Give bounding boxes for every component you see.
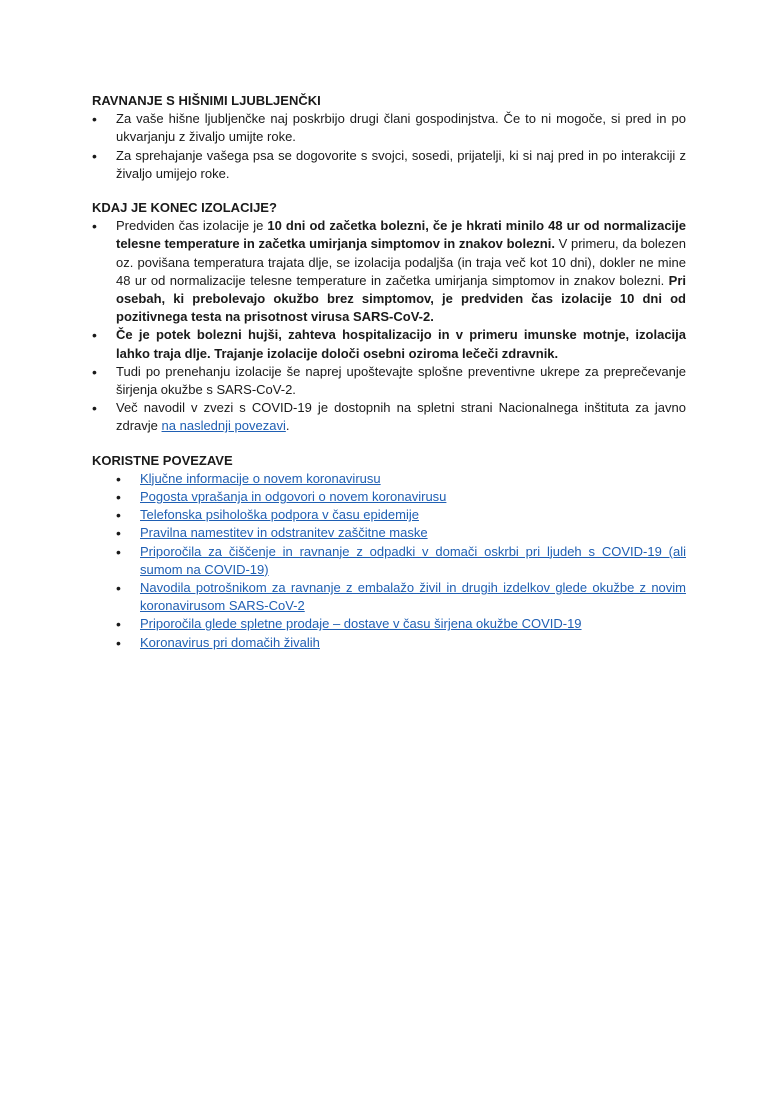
link-mask-usage[interactable]: Pravilna namestitev in odstranitev zaščitne maske bbox=[140, 525, 428, 541]
isolation-section bbox=[92, 199, 686, 436]
links-section bbox=[92, 452, 686, 652]
links-list bbox=[92, 470, 686, 652]
list-item bbox=[92, 524, 686, 542]
link-key-information[interactable]: Ključne informacije o novem koronavirusu bbox=[140, 470, 381, 486]
list-item: • Tudi po prenehanju izolacije še naprej upoštevajte splošne preventivne ukrepe za preprečevanje širjenja okužbe s SARS-CoV-2. bbox=[92, 363, 686, 399]
link-pets-coronavirus[interactable]: Koronavirus pri domačih živalih bbox=[140, 634, 320, 650]
isolation-bold-text: Če je potek bolezni hujši, zahteva hospitalizacijo in v primeru imunske motnje, izolacija lahko traja dlje. Trajanje izolacije določi osebni oziroma lečeči zdravnik. bbox=[116, 327, 686, 361]
list-item bbox=[92, 543, 686, 579]
links-heading: KORISTNE POVEZAVE bbox=[92, 452, 233, 468]
link-psychological-support[interactable]: Telefonska psihološka podpora v času epidemije bbox=[140, 507, 419, 523]
page-content bbox=[92, 92, 686, 668]
list-item bbox=[92, 615, 686, 633]
list-item bbox=[92, 488, 686, 506]
isolation-text: Več navodil v zvezi s COVID-19 je dostopnih na spletni strani Nacionalnega inštituta za javno zdravje bbox=[116, 400, 686, 434]
list-item bbox=[92, 217, 686, 326]
isolation-bold-text: Pri osebah, ki prebolevajo okužbo brez simptomov, je predviden čas izolacije 10 dni od pozitivnega testa na prisotnost virusa SARS-CoV-2. bbox=[116, 272, 686, 325]
link-cleaning-waste[interactable]: Priporočila za čiščenje in ravnanje z odpadki v domači oskrbi pri ljudeh s COVID-19 (ali sumom na COVID-19) bbox=[140, 543, 686, 577]
list-item: • Za sprehajanje vašega psa se dogovorite s svojci, sosedi, prijatelji, ki si naj pred in po interakciji z živaljo umijejo roke. bbox=[92, 147, 686, 183]
list-item bbox=[92, 470, 686, 488]
pets-heading: RAVNANJE S HIŠNIMI LJUBLJENČKI bbox=[92, 93, 321, 108]
isolation-text: V primeru, da bolezen oz. povišana temperatura trajata dlje, se izolacija podaljša (in traja več kot 10 dni), dokler ne mine 48 ur od normalizacije telesne temperature in začetka umirjanja simptomov in znakov bolezni. bbox=[116, 236, 687, 288]
isolation-bold-text: 10 dni od začetka bolezni, če je hkrati minilo 48 ur od normalizacije telesne temperature in začetka umirjanja simptomov in znakov bolezni. bbox=[116, 218, 686, 252]
list-item bbox=[92, 399, 686, 435]
nijz-link[interactable]: na naslednji povezavi bbox=[161, 418, 286, 434]
link-online-sales[interactable]: Priporočila glede spletne prodaje – dostave v času širjena okužbe COVID-19 bbox=[140, 616, 582, 632]
link-faq[interactable]: Pogosta vprašanja in odgovori o novem koronavirusu bbox=[140, 489, 447, 505]
isolation-text: . bbox=[285, 418, 290, 434]
pets-section bbox=[92, 92, 686, 183]
list-item bbox=[92, 326, 686, 362]
pets-list bbox=[92, 110, 686, 183]
link-food-packaging[interactable]: Navodila potrošnikom za ravnanje z embalažo živil in drugih izdelkov glede okužbe z novim koronavirusom SARS-CoV-2 bbox=[140, 580, 686, 614]
isolation-text: Predviden čas izolacije je bbox=[116, 218, 268, 234]
isolation-heading: KDAJ JE KONEC IZOLACIJE? bbox=[92, 200, 277, 216]
isolation-list bbox=[92, 217, 686, 435]
list-item bbox=[92, 579, 686, 615]
list-item bbox=[92, 634, 686, 652]
list-item: • Za vaše hišne ljubljenčke naj poskrbijo drugi člani gospodinjstva. Če to ni mogoče, si pred in po ukvarjanju z živaljo umijte roke. bbox=[92, 110, 686, 146]
list-item bbox=[92, 506, 686, 524]
